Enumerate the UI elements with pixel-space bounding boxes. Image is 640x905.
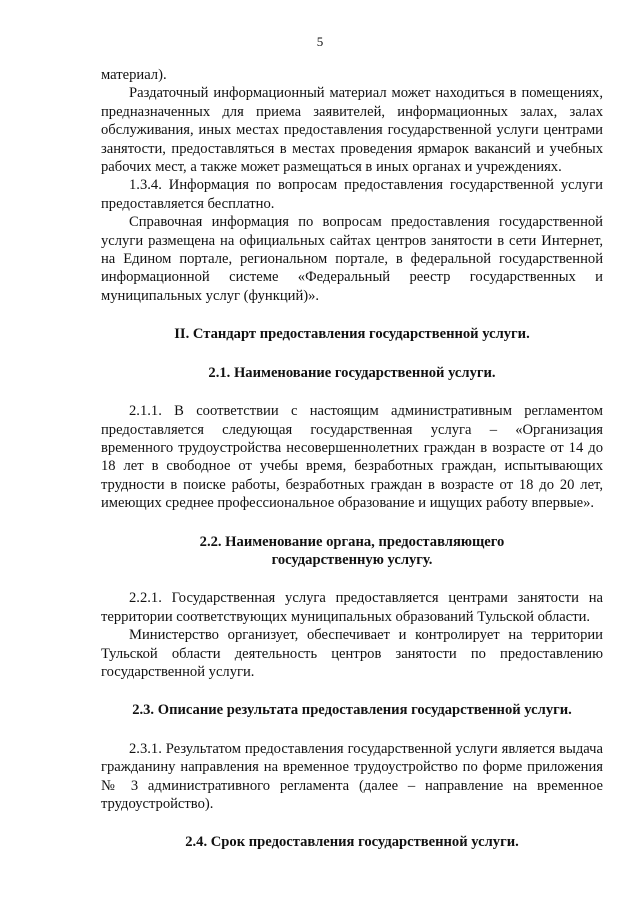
paragraph-reference-info: Справочная информация по вопросам предоставления государственной услуги размещена на официальных сайтах центров занятости в сети Интернет, на Едином портале, региональном портале, в федеральной государственной информационной системе «Федеральный реестр государственных и муниципальных услуг (функций)».	[101, 214, 603, 304]
page-number: 5	[316, 34, 324, 49]
paragraph-2-2-1: 2.2.1. Государственная услуга предоставляется центрами занятости на территории соответствующих муниципальных образований Тульской области.	[101, 590, 603, 625]
heading-2-2	[101, 533, 603, 570]
heading-2-2-line2: государственную услугу.	[271, 551, 433, 568]
heading-2-3: 2.3. Описание результата предоставления государственной услуги.	[132, 702, 572, 719]
heading-section-2: II. Стандарт предоставления государственной услуги.	[174, 326, 530, 343]
paragraph-2-3-1: 2.3.1. Результатом предоставления государственной услуги является выдача гражданину направления на временное трудоустройство по форме приложения № 3 административного регламента (далее – направление на временное трудоустройство).	[101, 740, 603, 812]
paragraph-2-1-1: 2.1.1. В соответствии с настоящим административным регламентом предоставляется следующая государственная услуга – «Организация временного трудоустройства несовершеннолетних граждан в возрасте от 14 до 18 лет в свободное от учебы время, безработных граждан, испытывающих трудности в поиске работы, безработных граждан в возрасте от 18 до 20 лет, имеющих среднее профессиональное образование и ищущих работу впервые».	[101, 403, 603, 512]
heading-2-4: 2.4. Срок предоставления государственной услуги.	[185, 834, 519, 851]
paragraph-ministry: Министерство организует, обеспечивает и контролирует на территории Тульской области деятельность центров занятости по предоставлению государственной услуги.	[101, 627, 603, 680]
paragraph-continuation: материал).	[101, 67, 167, 83]
paragraph-handout-material: Раздаточный информационный материал может находиться в помещениях, предназначенных для приема заявителей, информационных залах, залах обслуживания, иных местах предоставления государственной услуги центрами занятости, предоставляться в местах проведения ярмарок вакансий и учебных рабочих мест, а также может размещаться в иных органах и учреждениях.	[101, 85, 603, 176]
heading-2-1: 2.1. Наименование государственной услуги.	[208, 364, 496, 381]
heading-2-2-line1: 2.2. Наименование органа, предоставляющего	[199, 533, 505, 550]
page-content	[101, 66, 603, 852]
paragraph-1-3-4: 1.3.4. Информация по вопросам предоставления государственной услуги предоставляется бесплатно.	[101, 177, 603, 212]
